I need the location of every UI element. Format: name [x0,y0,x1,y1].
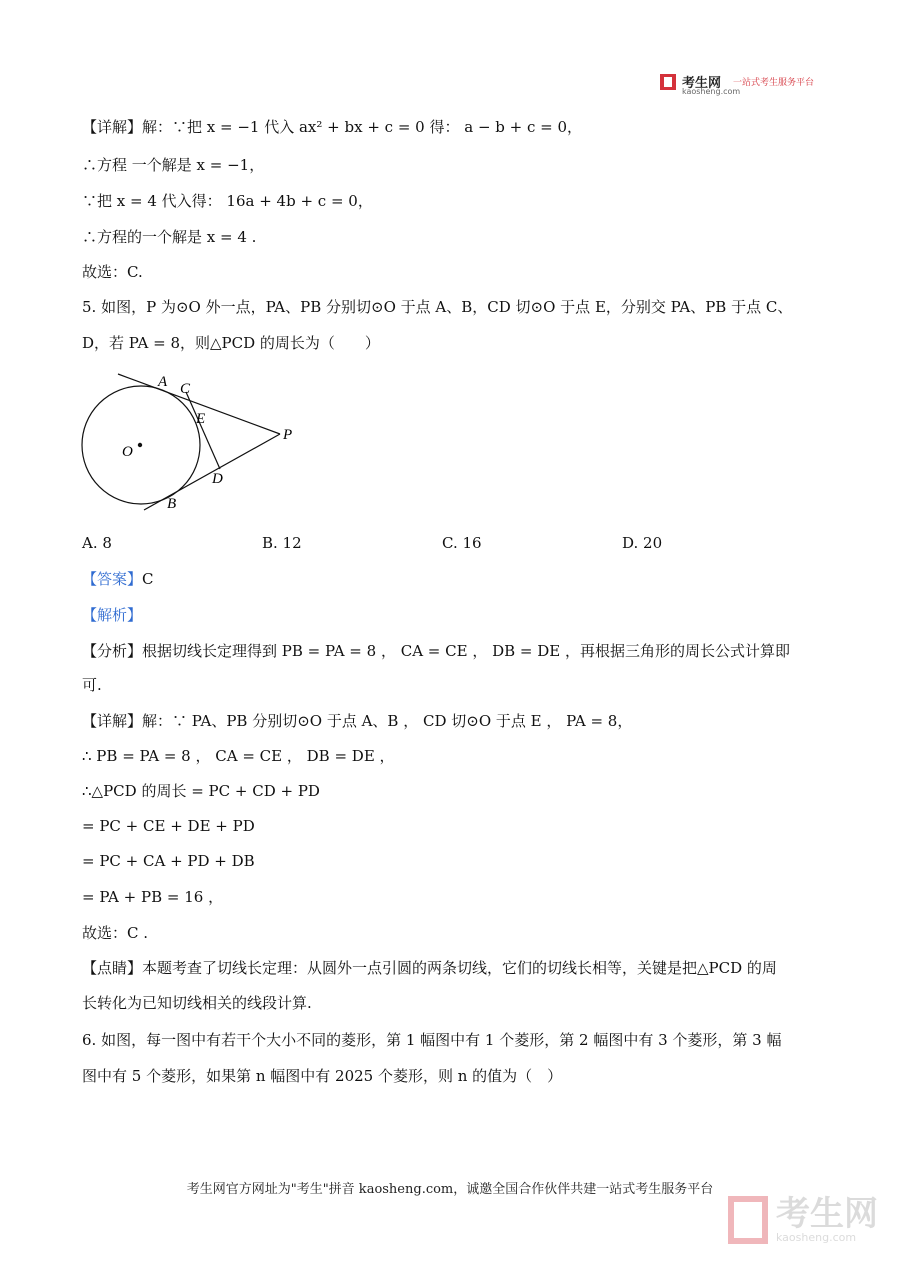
analysis-line-2: 可. [82,676,102,694]
brand-header [660,72,814,96]
detail-q5-line-5: = PC + CA + PD + DB [82,852,255,870]
center-dot [138,443,142,447]
detail-q5-line-3: ∴△PCD 的周长 = PC + CD + PD [82,782,320,800]
brand-tagline: 一站式考生服务平台 [732,78,814,88]
question-5-line-2: D，若 PA = 8，则△PCD 的周长为（ ） [82,334,380,352]
watermark-text: 考生网 [776,1193,878,1234]
question-6-line-2: 图中有 5 个菱形，如果第 n 幅图中有 2025 个菱形，则 n 的值为（ ） [82,1067,563,1085]
detail-line-3: ∵把 x = 4 代入得： 16a + 4b + c = 0， [82,192,373,210]
answer-line [82,569,154,589]
brand-domain: kaosheng.com [681,87,741,96]
detail-q5-line-4: = PC + CE + DE + PD [82,817,255,835]
detail-q5-line-2: ∴ PB = PA = 8 ， CA = CE ， DB = DE ， [82,747,395,765]
choice-result-line: 故选：C. [82,263,143,281]
question-5-line-1: 5. 如图，P 为⊙O 外一点，PA、PB 分别切⊙O 于点 A、B，CD 切⊙O 于点 E，分别交 PA、PB 于点 C、 [82,298,793,316]
watermark [728,1193,878,1244]
comment-line-1: 【点睛】本题考查了切线长定理：从圆外一点引圆的两条切线，它们的切线长相等，关键是把△PCD 的周 [82,959,777,977]
tangent-line-cd [186,392,220,469]
label-p: P [283,427,293,443]
answer-tag: 【答案】 [82,570,143,588]
detail-q5-line-6: = PA + PB = 16 ， [82,888,224,906]
choice-b: B. 12 [262,534,302,552]
label-o: O [122,444,133,460]
brand-name: 考生网 [681,76,721,91]
label-d: D [212,471,223,487]
answer-value: C [142,570,154,588]
choice-a: A. 8 [82,534,112,552]
question-6-line-1: 6. 如图，每一图中有若干个大小不同的菱形，第 1 幅图中有 1 个菱形，第 2 幅图中有 3 个菱形，第 3 幅 [82,1031,782,1049]
brand-logo-icon [660,74,676,90]
detail-q5-line-7: 故选：C . [82,924,149,942]
analysis-line-1: 【分析】根据切线长定理得到 PB = PA = 8 ， CA = CE ， DB = DE ，再根据三角形的周长公式计算即 [82,642,790,660]
choice-c: C. 16 [442,534,482,552]
watermark-logo-icon [728,1196,768,1244]
answer-choices [82,534,802,552]
detail-line-2: ∴方程 一个解是 x = −1， [82,156,265,174]
watermark-domain: kaosheng.com [776,1230,857,1244]
comment-line-2: 长转化为已知切线相关的线段计算. [82,994,312,1012]
label-b: B [167,496,177,512]
detail-q5-line-1: 【详解】解：∵ PA、PB 分别切⊙O 于点 A、B ， CD 切⊙O 于点 E ， PA = 8， [82,712,633,730]
page-footer: 考生网官方网址为"考生"拼音 kaosheng.com，诚邀全国合作伙伴共建一站式考生服务平台 [186,1182,714,1197]
detail-line-1: 【详解】解：∵把 x = −1 代入 ax² + bx + c = 0 得： a − b + c = 0， [82,118,583,136]
choice-d: D. 20 [622,534,663,552]
tangent-circle-figure [70,365,310,515]
label-a: A [158,374,168,390]
label-c: C [180,381,191,397]
analysis-tag: 【解析】 [82,606,143,624]
detail-line-4: ∴方程的一个解是 x = 4 . [82,228,257,246]
label-e: E [196,411,206,427]
